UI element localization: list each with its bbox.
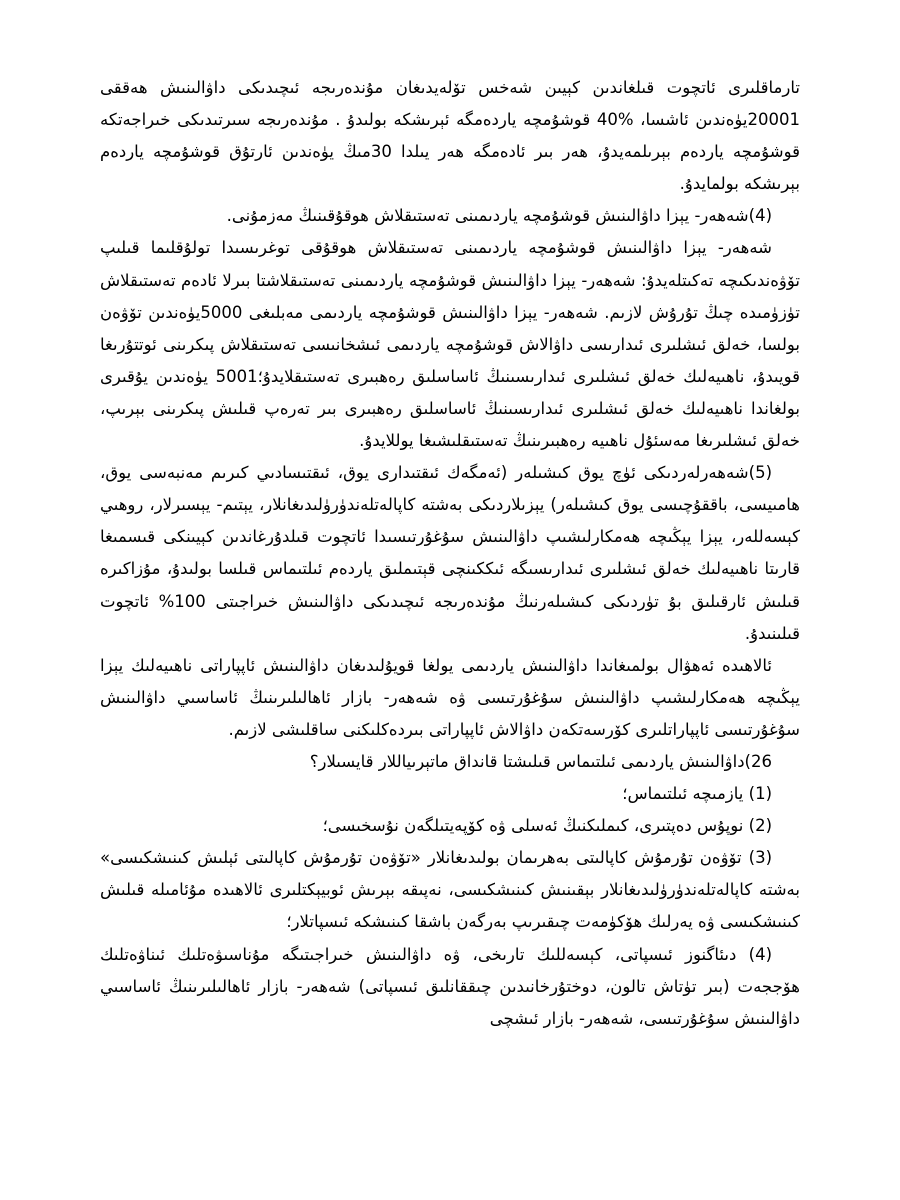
paragraph-question-26: 26)داۋالىنىش ياردىمى ئىلتىماس قىلىشتا قانداق ماتېرىياللار قايسىلار؟ — [309, 751, 772, 771]
list-item-1: (1) يازمىچە ئىلتىماس؛ — [622, 784, 772, 804]
list-item-4: (4) دىئاگنوز ئىسپاتى، كېسەللىك تارىخى، ۋە داۋالىنىش خىراجىتىگە مۇناسىۋەتلىك ئىناۋەتلىك ھۆججەت (بىر تۈتاش تالون، دوختۇرخانىدىن چىققانلىق ئىسپاتى) شەھەر- بازار ئاھالىلىرىنىڭ ئاساسىي داۋالىنىش سۇغۇرتىسى، شەھەر- بازار ئىشچى — [100, 944, 800, 1028]
paragraph-special-case: ئالاھىدە ئەھۋال بولمىغاندا داۋالىنىش ياردىمى يولغا قويۇلىدىغان داۋالىنىش ئاپپاراتى ناھىيەلىك يېزا يېڭىچە ھەمكارلىشىپ داۋالىنىش سۇغۇرتىسى ۋە شەھەر- بازار ئاھالىلىرىنىڭ ئاساسىي داۋالىنىش سۇغۇرتىسى ئاپپاراتلىرى كۆرسەتكەن داۋالاش ئاپپاراتى بىردەكلىكنى ساقلىشى لازىم. — [100, 655, 800, 739]
paragraph-item-4-heading: (4)شەھەر- يېزا داۋالىنىش قوشۇمچە ياردىمىنى تەستىقلاش ھوقۇقىنىڭ مەزمۇنى. — [226, 206, 772, 226]
paragraph-item-5: (5)شەھەرلەردىكى ئۈچ يوق كىشىلەر (ئەمگەك ئىقتىدارى يوق، ئىقتىسادىي كىرىم مەنبەسى يوق، ھامىيسى، باققۇچىسى يوق كىشىلەر) يېزىلاردىكى بەشتە كاپالەتلەندۈرۈلىدىغانلار، يېتىم- يېسىرلار، روھىي كېسەللەر، يېزا يېڭىچە ھەمكارلىشىپ داۋالىنىش سۇغۇرتىسىدا ئاتچوت قىلدۇرغاندىن كېيىنكى قىسمىغا قارىتا ناھىيەلىك خەلق ئىشلىرى ئىدارىسىگە ئىككىنچى قېتىملىق ياردەم ئىلتىماس قىلسا بولىدۇ، مۇزاكىرە قىلىش ئارقىلىق بۇ تۈردىكى كىشىلەرنىڭ مۇندەرىجە ئىچىدىكى داۋالىنىش خىراجىتى 100% ئاتچوت قىلىنىدۇ. — [100, 463, 800, 643]
document-page — [100, 72, 800, 1132]
paragraph-approval-rules: شەھەر- يېزا داۋالىنىش قوشۇمچە ياردىمىنى تەستىقلاش ھوقۇقى توغرىسىدا تولۇقلىما قىلىپ تۆۋەندىكىچە تەكىتلەيدۇ: شەھەر- يېزا داۋالىنىش قوشۇمچە ياردىمىنى تەستىقلاشتا بىرلا ئادەم تەستىقلاش تۈزۈمىدە چىڭ تۇرۇش لازىم. شەھەر- يېزا داۋالىنىش قوشۇمچە ياردىمى مەبلىغى 5000يۈەندىن تۆۋەن بولسا، خەلق ئىشلىرى ئىدارىسى داۋالاش قوشۇمچە ياردىمى ئىشخانىسى تەستىقلاش پىكرىنى ئوتتۇرىغا قويىدۇ، ناھىيەلىك خەلق ئىشلىرى ئىدارىسىنىڭ ئاساسلىق رەھبىرى تەستىقلايدۇ؛5001 يۈەندىن يۇقىرى بولغاندا ناھىيەلىك خەلق ئىشلىرى ئىدارىسىنىڭ ئاساسلىق رەھبىرى بىر تەرەپ قىلىش پىكرىنى بېرىپ، خەلق ئىشلىرىغا مەسئۇل ناھىيە رەھبىرىنىڭ تەستىقلىشىغا يوللايدۇ. — [100, 238, 800, 451]
list-item-2: (2) نوپۇس دەپتىرى، كىملىكنىڭ ئەسلى ۋە كۆپەيتىلگەن نۇسخىسى؛ — [322, 816, 772, 836]
paragraph-intro-continuation: تارماقلىرى ئاتچوت قىلغاندىن كېيىن شەخس تۆلەيدىغان مۇندەرىجە ئىچىدىكى داۋالىنىش ھەققى 20001يۈەندىن ئاشسا، %40 قوشۇمچە ياردەمگە ئېرىشكە بولىدۇ . مۇندەرىجە سىرتىدىكى خىراجەتكە قوشۇمچە ياردەم بېرىلمەيدۇ، ھەر بىر ئادەمگە ھەر يىلدا 30مىڭ يۈەندىن ئارتۇق قوشۇمچە ياردەم بېرىشكە بولمايدۇ. — [100, 78, 800, 194]
list-item-3: (3) تۆۋەن تۇرمۇش كاپالىتى بەھرىمان بولىدىغانلار «تۆۋەن تۇرمۇش كاپالىتى ئېلىش كىنىشكىسى» بەشتە كاپالەتلەندۈرۈلىدىغانلار بېقىنىش كىنىشكىسى، نەپىقە بېرىش ئوبيېكتلىرى ئالاھىدە مۇئامىلە قىلىش كىنىشكىسى ۋە يەرلىك ھۆكۈمەت چىقىرىپ بەرگەن باشقا كىنىشكە ئىسپاتلار؛ — [100, 848, 800, 932]
